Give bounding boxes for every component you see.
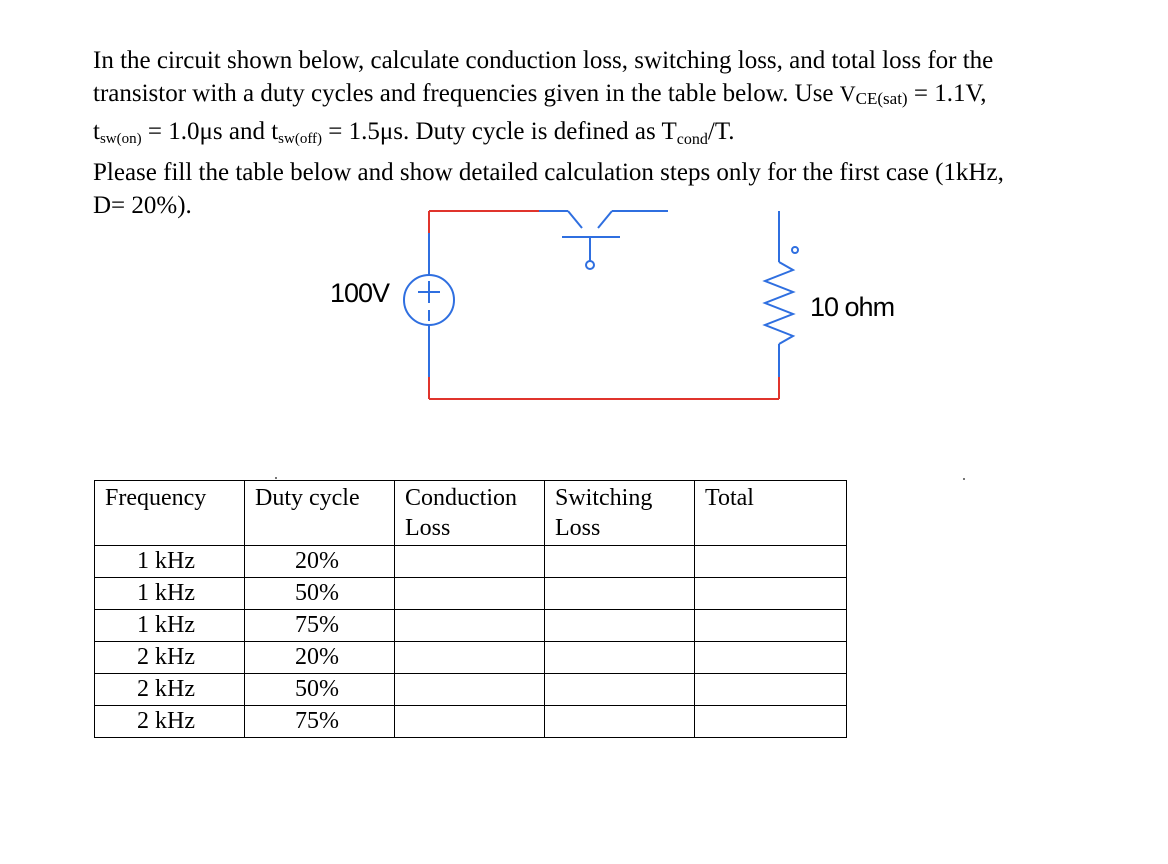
cell-frequency: 2 kHz bbox=[95, 674, 245, 706]
cell-conduction[interactable] bbox=[395, 674, 545, 706]
cell-switching[interactable] bbox=[545, 610, 695, 642]
cell-total[interactable] bbox=[695, 546, 847, 578]
cell-duty: 75% bbox=[245, 610, 395, 642]
header-total: Total bbox=[695, 481, 847, 546]
cell-switching[interactable] bbox=[545, 642, 695, 674]
cell-conduction[interactable] bbox=[395, 642, 545, 674]
cell-frequency: 2 kHz bbox=[95, 706, 245, 738]
cell-total[interactable] bbox=[695, 706, 847, 738]
table-row bbox=[95, 706, 847, 738]
stray-dot bbox=[963, 478, 965, 480]
stray-dot bbox=[275, 477, 277, 479]
cell-frequency: 1 kHz bbox=[95, 546, 245, 578]
header-conduction-loss: Conduction Loss bbox=[395, 481, 545, 546]
circuit-wires bbox=[429, 211, 779, 399]
cell-frequency: 1 kHz bbox=[95, 578, 245, 610]
problem-line-5: D= 20%). bbox=[93, 192, 192, 219]
resistor-label: 10 ohm bbox=[810, 292, 895, 322]
cell-total[interactable] bbox=[695, 674, 847, 706]
header-frequency: Frequency bbox=[95, 481, 245, 546]
table-row bbox=[95, 610, 847, 642]
cell-duty: 50% bbox=[245, 578, 395, 610]
cell-conduction[interactable] bbox=[395, 706, 545, 738]
cell-switching[interactable] bbox=[545, 674, 695, 706]
header-duty-cycle: Duty cycle bbox=[245, 481, 395, 546]
cell-conduction[interactable] bbox=[395, 546, 545, 578]
table-row bbox=[95, 674, 847, 706]
table-header-row bbox=[95, 481, 847, 546]
sw-on-subscript: sw(on) bbox=[99, 131, 142, 147]
cell-frequency: 1 kHz bbox=[95, 610, 245, 642]
cell-duty: 20% bbox=[245, 642, 395, 674]
source-label: 100V bbox=[330, 278, 390, 308]
cell-total[interactable] bbox=[695, 610, 847, 642]
cell-total[interactable] bbox=[695, 642, 847, 674]
loss-table bbox=[94, 480, 847, 738]
problem-line-3: $t_{sw(on)} = 1.0\mu s$ and $t_{sw(off)} = 1.5\mu s$. Duty cycle is defined as $T_{cond}/T$. bbox=[93, 118, 735, 148]
cell-duty: 75% bbox=[245, 706, 395, 738]
cell-conduction[interactable] bbox=[395, 578, 545, 610]
table-row bbox=[95, 642, 847, 674]
cell-conduction[interactable] bbox=[395, 610, 545, 642]
sw-off-subscript: sw(off) bbox=[278, 131, 323, 147]
vce-subscript: CE(sat) bbox=[855, 89, 908, 108]
problem-line-2: transistor with a duty cycles and frequencies given in the table below. Use VCE(sat) = 1.1V, bbox=[93, 80, 987, 108]
cell-duty: 50% bbox=[245, 674, 395, 706]
cell-frequency: 2 kHz bbox=[95, 642, 245, 674]
cell-switching[interactable] bbox=[545, 706, 695, 738]
cell-switching[interactable] bbox=[545, 578, 695, 610]
cond-subscript: cond bbox=[676, 131, 708, 148]
header-switching-loss: Switching Loss bbox=[545, 481, 695, 546]
vce-symbol: V bbox=[839, 81, 856, 106]
cell-duty: 20% bbox=[245, 546, 395, 578]
table-row bbox=[95, 546, 847, 578]
resistor-symbol bbox=[765, 211, 798, 377]
problem-line-4: Please fill the table below and show detailed calculation steps only for the first case (1kHz, bbox=[93, 159, 1004, 186]
cell-total[interactable] bbox=[695, 578, 847, 610]
problem-line-1: In the circuit shown below, calculate conduction loss, switching loss, and total loss for the bbox=[93, 47, 994, 74]
cell-switching[interactable] bbox=[545, 546, 695, 578]
transistor-symbol bbox=[539, 211, 668, 269]
table-row bbox=[95, 578, 847, 610]
voltage-source bbox=[404, 233, 454, 377]
